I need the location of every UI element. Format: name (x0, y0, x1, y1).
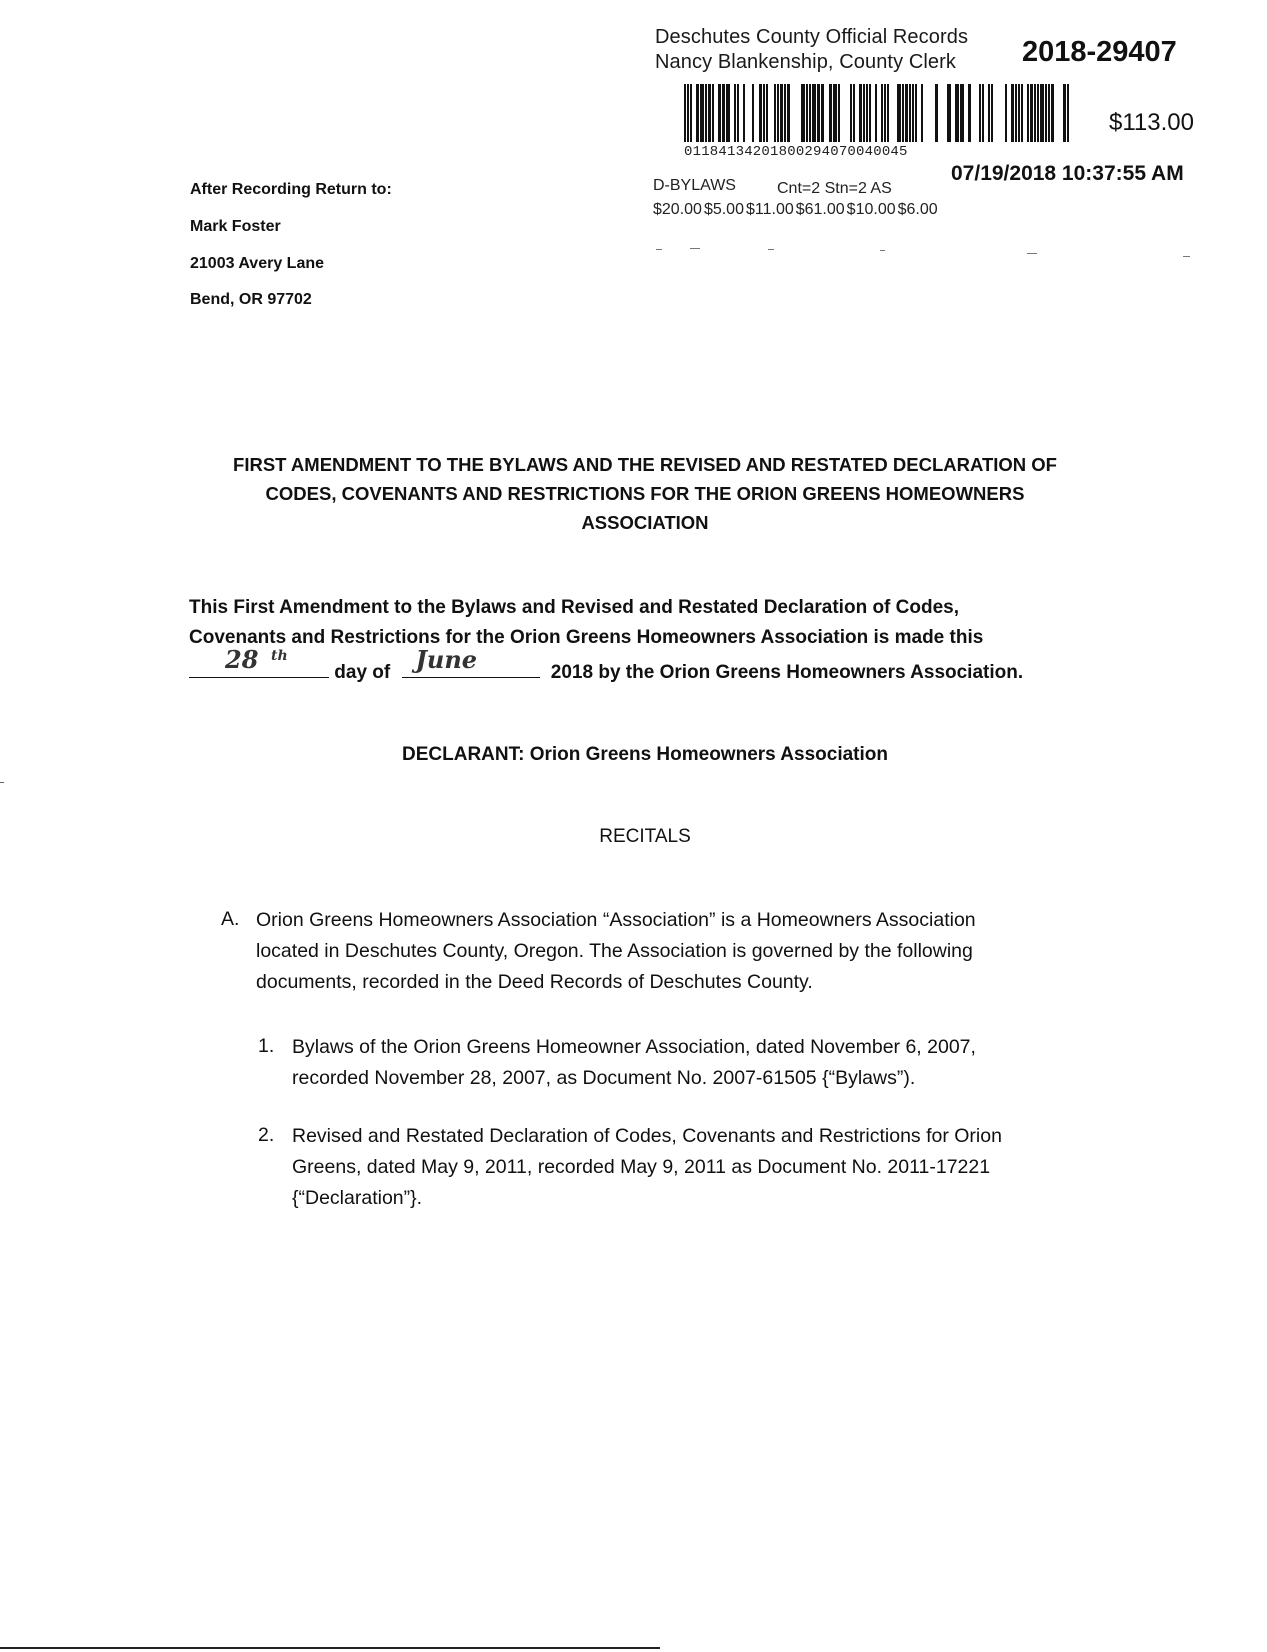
return-heading: After Recording Return to: (190, 181, 392, 198)
fee-breakdown (653, 201, 938, 219)
barcode-bar (1037, 84, 1039, 142)
fee-item: $20.00 (653, 201, 702, 218)
barcode-bar (909, 84, 911, 142)
barcode-bar (812, 84, 816, 142)
barcode-bar (684, 84, 686, 142)
barcode-bar (1051, 84, 1054, 142)
barcode-bar (829, 84, 832, 142)
barcode-bar (718, 84, 721, 142)
barcode-bar (787, 84, 790, 142)
barcode-bar (912, 84, 914, 142)
document-2-text (292, 1121, 1172, 1214)
barcode-bar (801, 84, 805, 142)
barcode-bar (905, 84, 908, 142)
return-name: Mark Foster (190, 218, 281, 235)
barcode-bar (784, 84, 786, 142)
day-suffix-handwritten: th (271, 648, 288, 664)
title-line: ASSOCIATION (581, 512, 709, 533)
recital-line: Orion Greens Homeowners Association “Association” is a Homeowners Association (256, 909, 976, 931)
barcode-bar (947, 84, 951, 142)
barcode-bar (759, 84, 762, 142)
barcode-bar (982, 84, 984, 142)
barcode-bar (1021, 84, 1023, 142)
barcode-bar (708, 84, 711, 142)
fee-item: $5.00 (703, 201, 744, 218)
barcode-bar (726, 84, 730, 142)
scan-mark (1027, 253, 1037, 254)
barcode-bar (991, 84, 993, 142)
barcode-bar (1067, 84, 1069, 142)
barcode-bar (1040, 84, 1044, 142)
barcode-bar (935, 84, 938, 142)
barcode-bar (1011, 84, 1014, 142)
return-city: Bend, OR 97702 (190, 291, 312, 308)
scan-mark (656, 249, 662, 250)
barcode-bar (881, 84, 883, 142)
barcode-bar (806, 84, 808, 142)
barcode-bar (884, 84, 886, 142)
barcode-bar (821, 84, 824, 142)
fee-item: $10.00 (846, 201, 896, 218)
document-line: {“Declaration”}. (292, 1187, 423, 1209)
fee-item: $6.00 (897, 201, 938, 218)
title-line: CODES, COVENANTS AND RESTRICTIONS FOR THE ORION GREENS HOMEOWNERS (265, 483, 1025, 504)
barcode-bar (838, 84, 840, 142)
barcode-bar (869, 84, 871, 142)
scan-mark (880, 250, 885, 251)
barcode-bar (1027, 84, 1029, 142)
barcode-bar (915, 84, 917, 142)
barcode-bar (988, 84, 990, 142)
barcode-bar (1063, 84, 1066, 142)
barcode-bar (863, 84, 865, 142)
recitals-heading: RECITALS (599, 826, 691, 847)
scan-edge-line (0, 1647, 660, 1649)
barcode-bar (737, 84, 739, 142)
recital-a-text (256, 905, 1156, 998)
barcode-bar (850, 84, 852, 142)
intro-line-3 (189, 645, 1089, 688)
barcode-bar (690, 84, 692, 142)
barcode-bar (763, 84, 765, 142)
barcode-bar (712, 84, 714, 142)
return-street: 21003 Avery Lane (190, 255, 325, 272)
barcode (684, 84, 1074, 142)
fee-item: $11.00 (745, 201, 794, 218)
document-line: Greens, dated May 9, 2011, recorded May 9, 2011 as Document No. 2011-17221 (292, 1156, 991, 1178)
barcode-bar (700, 84, 704, 142)
barcode-digits: 01184134201800294070040045 (684, 144, 908, 160)
barcode-bar (853, 84, 855, 142)
recording-timestamp: 07/19/2018 10:37:55 AM (951, 162, 1184, 185)
barcode-bar (766, 84, 768, 142)
barcode-bar (809, 84, 811, 142)
document-1-marker: 1. (258, 1035, 275, 1057)
day-of-label: day of (334, 662, 391, 683)
declarant: DECLARANT: Orion Greens Homeowners Association (402, 744, 888, 765)
intro-line: This First Amendment to the Bylaws and Revised and Restated Declaration of Codes, (189, 597, 960, 618)
barcode-bar (1018, 84, 1020, 142)
barcode-bar (734, 84, 736, 142)
scan-mark (1183, 256, 1190, 257)
barcode-bar (1030, 84, 1033, 142)
fee-total: $113.00 (1109, 109, 1194, 136)
barcode-bar (780, 84, 783, 142)
barcode-bar (705, 84, 707, 142)
barcode-bar (955, 84, 959, 142)
document-2-marker: 2. (258, 1124, 275, 1146)
barcode-bar (777, 84, 779, 142)
document-line: Revised and Restated Declaration of Codes, Covenants and Restrictions for Orion (292, 1125, 1002, 1147)
document-line: Bylaws of the Orion Greens Homeowner Association, dated November 6, 2007, (292, 1036, 976, 1058)
barcode-bar (1048, 84, 1050, 142)
scan-mark (0, 782, 4, 783)
barcode-bar (866, 84, 868, 142)
fee-item: $61.00 (795, 201, 845, 218)
recital-a-marker: A. (221, 908, 240, 930)
barcode-bar (921, 84, 923, 142)
recording-office: Deschutes County Official Records (655, 26, 969, 48)
intro-paragraph (189, 593, 1089, 688)
barcode-bar (1045, 84, 1047, 142)
barcode-bar (1034, 84, 1036, 142)
month-handwritten: June (415, 645, 478, 674)
barcode-bar (833, 84, 837, 142)
intro-line: Covenants and Restrictions for the Orion Greens Homeowners Association is made this (189, 627, 984, 648)
barcode-bar (1005, 84, 1007, 142)
recital-line: located in Deschutes County, Oregon. The Association is governed by the following (256, 940, 973, 962)
barcode-bar (722, 84, 725, 142)
document-line: recorded November 28, 2007, as Document No. 2007-61505 {“Bylaws”). (292, 1067, 916, 1089)
scan-mark (690, 248, 700, 249)
doc-counts: Cnt=2 Stn=2 AS (777, 180, 892, 197)
barcode-bar (897, 84, 901, 142)
barcode-bar (687, 84, 689, 142)
month-blank (402, 645, 540, 678)
barcode-bar (1015, 84, 1017, 142)
document-title (150, 450, 1140, 537)
day-blank (189, 645, 329, 678)
document-number: 2018-29407 (1022, 36, 1177, 68)
barcode-bar (752, 84, 754, 142)
county-clerk: Nancy Blankenship, County Clerk (655, 51, 957, 73)
barcode-bar (743, 84, 745, 142)
barcode-bar (696, 84, 699, 142)
title-line: FIRST AMENDMENT TO THE BYLAWS AND THE REVISED AND RESTATED DECLARATION OF (233, 454, 1057, 475)
scan-mark (768, 249, 774, 250)
barcode-bar (979, 84, 981, 142)
barcode-bar (817, 84, 820, 142)
document-1-text (292, 1032, 1172, 1094)
barcode-bar (887, 84, 889, 142)
barcode-bar (968, 84, 971, 142)
day-handwritten: 28 (225, 645, 259, 674)
intro-rest: 2018 by the Orion Greens Homeowners Association. (550, 662, 1024, 683)
barcode-bar (902, 84, 904, 142)
barcode-bar (774, 84, 776, 142)
recital-line: documents, recorded in the Deed Records of Deschutes County. (256, 971, 813, 993)
barcode-bar (875, 84, 877, 142)
barcode-bar (859, 84, 862, 142)
barcode-bar (960, 84, 964, 142)
doc-type: D-BYLAWS (653, 177, 736, 194)
